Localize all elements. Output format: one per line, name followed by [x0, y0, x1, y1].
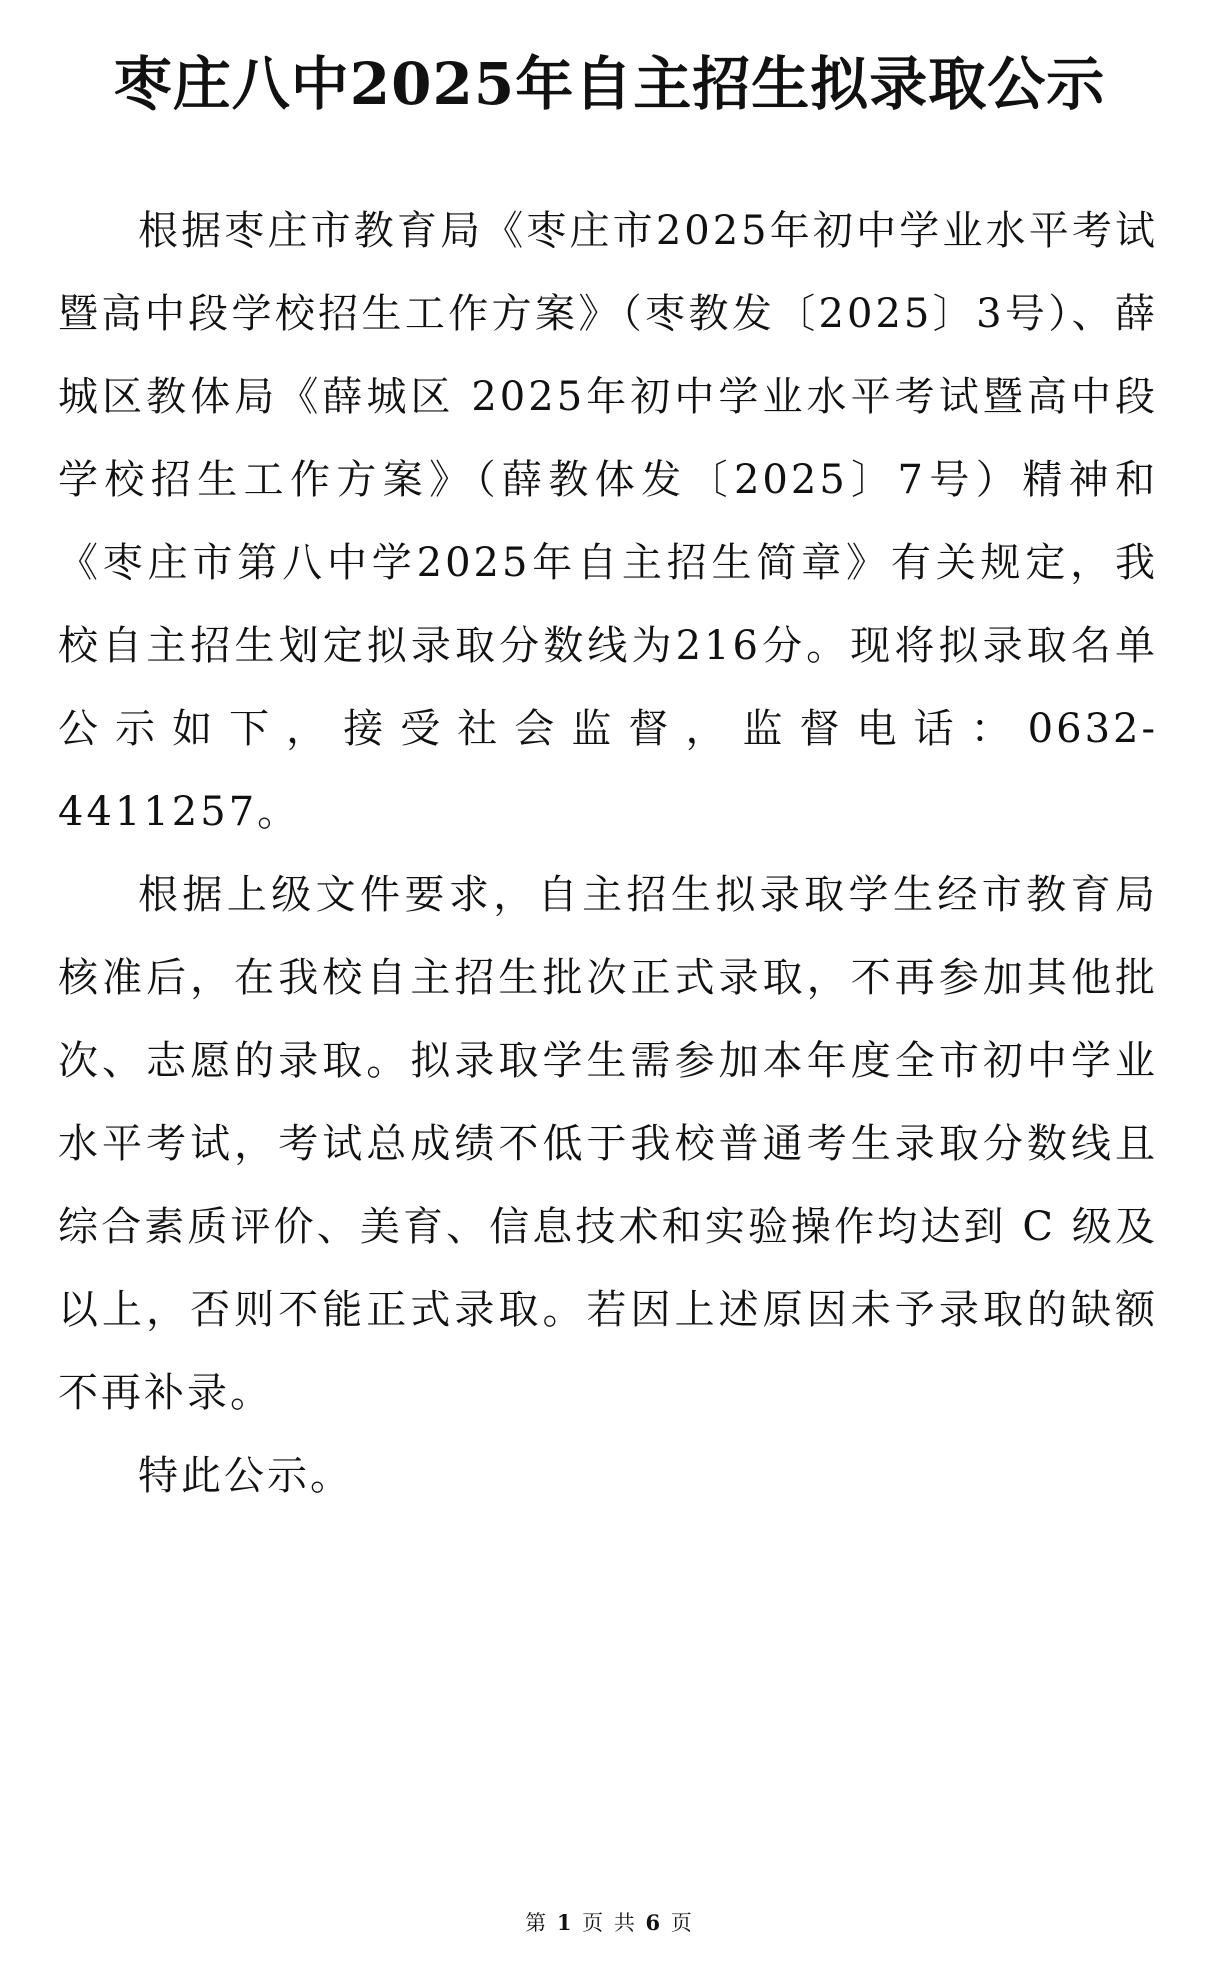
- document-title: 枣庄八中2025年自主招生拟录取公示: [113, 50, 1106, 118]
- footer-middle: 页 共: [582, 1911, 637, 1935]
- paragraph-2: 根据上级文件要求，自主招生拟录取学生经市教育局核准后，在我校自主招生批次正式录取，不再参加其他批次、志愿的录取。拟录取学生需参加本年度全市初中学业水平考试，考试总成绩不低于我校普通考生录取分数线且综合素质评价、美育、信息技术和实验操作均达到 C 级及以上，否则不能正式录取。若因上述原因未予录取的缺额不再补录。: [58, 872, 1158, 1416]
- footer-current-page: 1: [556, 1910, 574, 1935]
- document-body: [58, 190, 1158, 1518]
- footer-prefix: 第: [525, 1911, 549, 1935]
- paragraph-3: 特此公示。: [138, 1453, 353, 1499]
- paragraph-1: 根据枣庄市教育局《枣庄市2025年初中学业水平考试暨高中段学校招生工作方案》（枣教发〔2025〕3号）、薛城区教体局《薛城区 2025年初中学业水平考试暨高中段学校招生工作方案》（薛教体发〔2025〕7号）精神和《枣庄市第八中学2025年自主招生简章》有关规定，我校自主招生划定拟录取分数线为216分。现将拟录取名单公示如下，接受社会监督，监督电话：0632-4411257。: [58, 208, 1158, 835]
- footer-total-pages: 6: [645, 1910, 663, 1935]
- page-footer: [0, 1908, 1219, 1938]
- footer-suffix: 页: [670, 1911, 694, 1935]
